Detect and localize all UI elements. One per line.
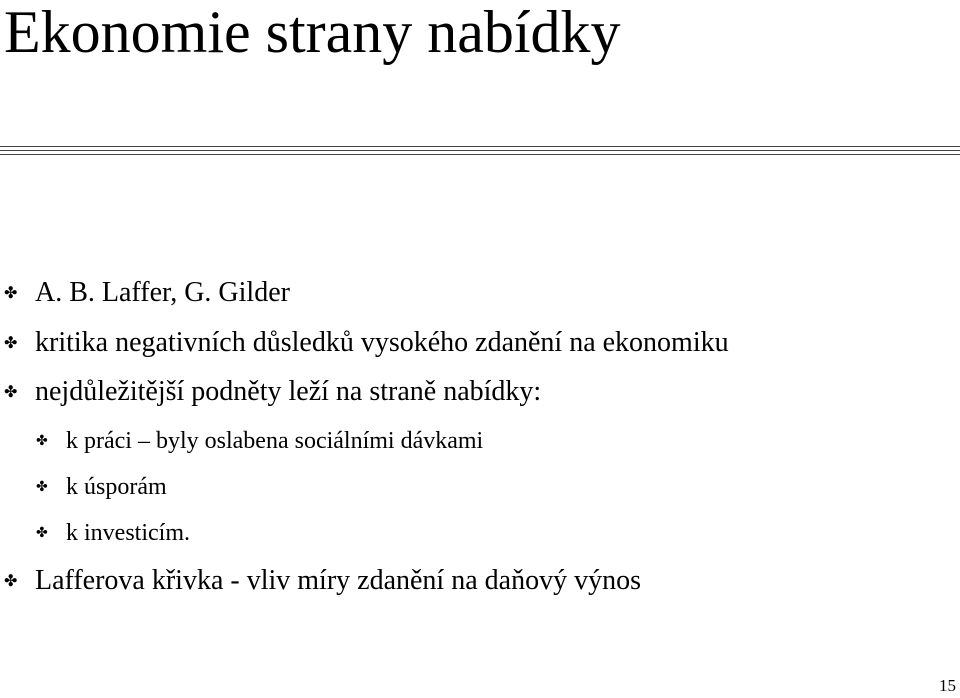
bullet-icon: ✤ xyxy=(4,333,18,352)
list-item-text: k investicím. xyxy=(66,520,190,546)
list-item-text: k práci – byly oslabena sociálními dávkami xyxy=(66,428,484,454)
page-number: 15 xyxy=(939,676,956,695)
bullet-icon: ✤ xyxy=(4,571,18,590)
bullet-icon: ✤ xyxy=(4,382,18,401)
title-divider xyxy=(0,146,960,158)
list-item-text: Lafferova křivka - vliv míry zdanění na daňový výnos xyxy=(35,565,641,596)
list-item-text: k úsporám xyxy=(66,474,167,500)
list-item-text: kritika negativních důsledků vysokého zdanění na ekonomiku xyxy=(35,327,729,358)
bullet-icon: ✤ xyxy=(36,433,48,449)
slide-title: Ekonomie strany nabídky xyxy=(4,0,621,65)
bullet-icon: ✤ xyxy=(36,525,48,541)
bullet-icon: ✤ xyxy=(36,479,48,495)
list-item-text: nejdůležitější podněty leží na straně nabídky: xyxy=(35,376,542,407)
bullet-icon: ✤ xyxy=(4,283,18,302)
list-item-text: A. B. Laffer, G. Gilder xyxy=(35,277,290,308)
